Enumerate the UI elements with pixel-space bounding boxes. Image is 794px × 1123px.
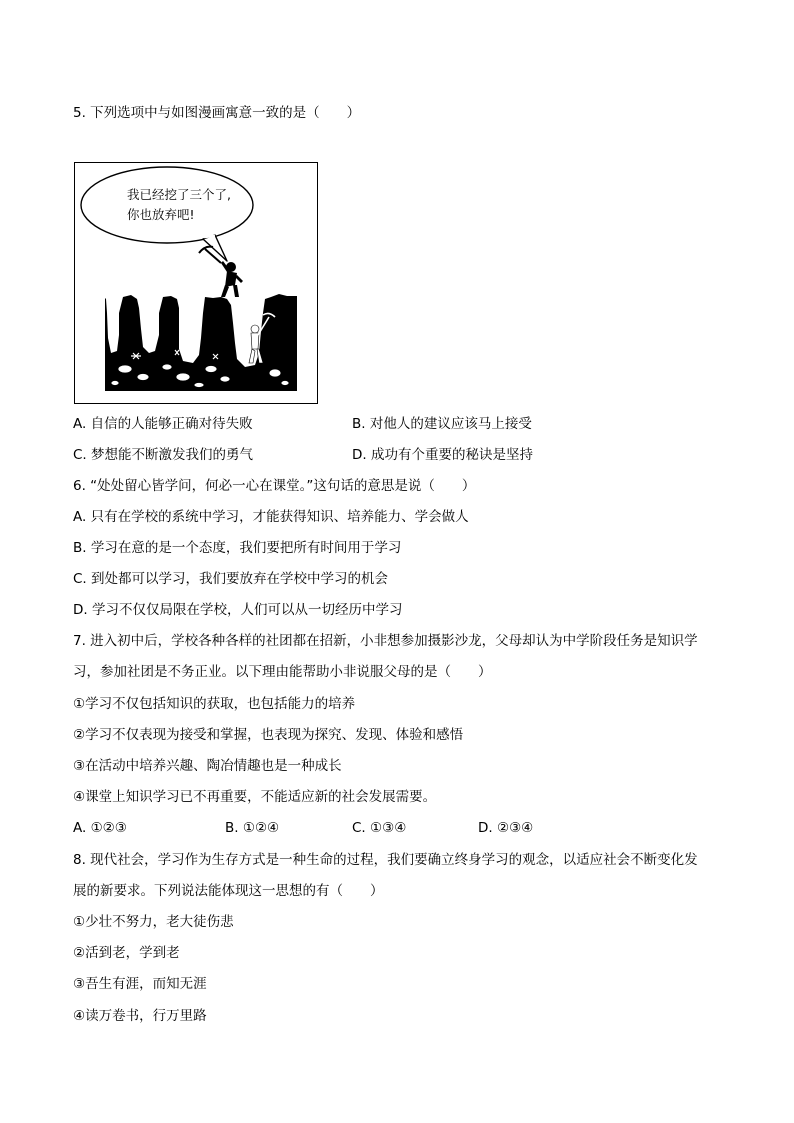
question-8-stem-line2: 展的新要求。下列说法能体现这一思想的有（ ） [73, 883, 384, 899]
q8-item-1: ①少壮不努力，老大徒伤悲 [73, 914, 234, 930]
question-7-stem-line1: 7. 进入初中后，学校各种各样的社团都在招新，小非想参加摄影沙龙，父母却认为中学阶段任务是知识学 [73, 633, 698, 649]
q6-option-b: B. 学习在意的是一个态度，我们要把所有时间用于学习 [73, 540, 402, 556]
speech-bubble [81, 167, 253, 243]
q8-item-3: ③吾生有涯，而知无涯 [73, 976, 207, 992]
q5-option-d: D. 成功有个重要的秘诀是坚持 [352, 447, 533, 463]
dug-ground [105, 294, 297, 391]
q8-item-4: ④读万卷书，行万里路 [73, 1008, 207, 1024]
question-7-stem-line2: 习，参加社团是不务正业。以下理由能帮助小非说服父母的是（ ） [73, 664, 492, 680]
q6-option-c: C. 到处都可以学习，我们要放弃在学校中学习的机会 [73, 571, 389, 587]
question-6-stem: 6. “处处留心皆学问，何必一心在课堂。”这句话的意思是说（ ） [73, 478, 476, 494]
q6-option-d: D. 学习不仅仅局限在学校，人们可以从一切经历中学习 [73, 602, 403, 618]
q7-item-4: ④课堂上知识学习已不再重要，不能适应新的社会发展需要。 [73, 789, 437, 805]
speech-text-line2: 你也放弃吧! [127, 207, 195, 222]
q7-item-1: ①学习不仅包括知识的获取，也包括能力的培养 [73, 696, 356, 712]
q5-option-c: C. 梦想能不断激发我们的勇气 [73, 447, 254, 463]
q7-item-3: ③在活动中培养兴趣、陶冶情趣也是一种成长 [73, 758, 342, 774]
q7-option-b: B. ①②④ [225, 820, 280, 836]
q5-option-a: A. 自信的人能够正确对待失败 [73, 416, 253, 432]
q6-option-a: A. 只有在学校的系统中学习，才能获得知识、培养能力、学会做人 [73, 509, 469, 525]
q5-option-b: B. 对他人的建议应该马上接受 [352, 416, 532, 432]
q7-option-d: D. ②③④ [478, 820, 534, 836]
q7-item-2: ②学习不仅表现为接受和掌握，也表现为探究、发现、体验和感悟 [73, 727, 464, 743]
speech-text-line1: 我已经挖了三个了, [127, 187, 231, 202]
question-8-stem-line1: 8. 现代社会，学习作为生存方式是一种生命的过程，我们要确立终身学习的观念，以适应社会不断变化发 [73, 852, 698, 868]
q7-option-c: C. ①③④ [352, 820, 407, 836]
question-5-stem: 5. 下列选项中与如图漫画寓意一致的是（ ） [73, 105, 361, 121]
q7-option-a: A. ①②③ [73, 820, 127, 836]
standing-figure [221, 261, 243, 297]
cartoon-image [74, 162, 318, 404]
q8-item-2: ②活到老，学到老 [73, 945, 180, 961]
